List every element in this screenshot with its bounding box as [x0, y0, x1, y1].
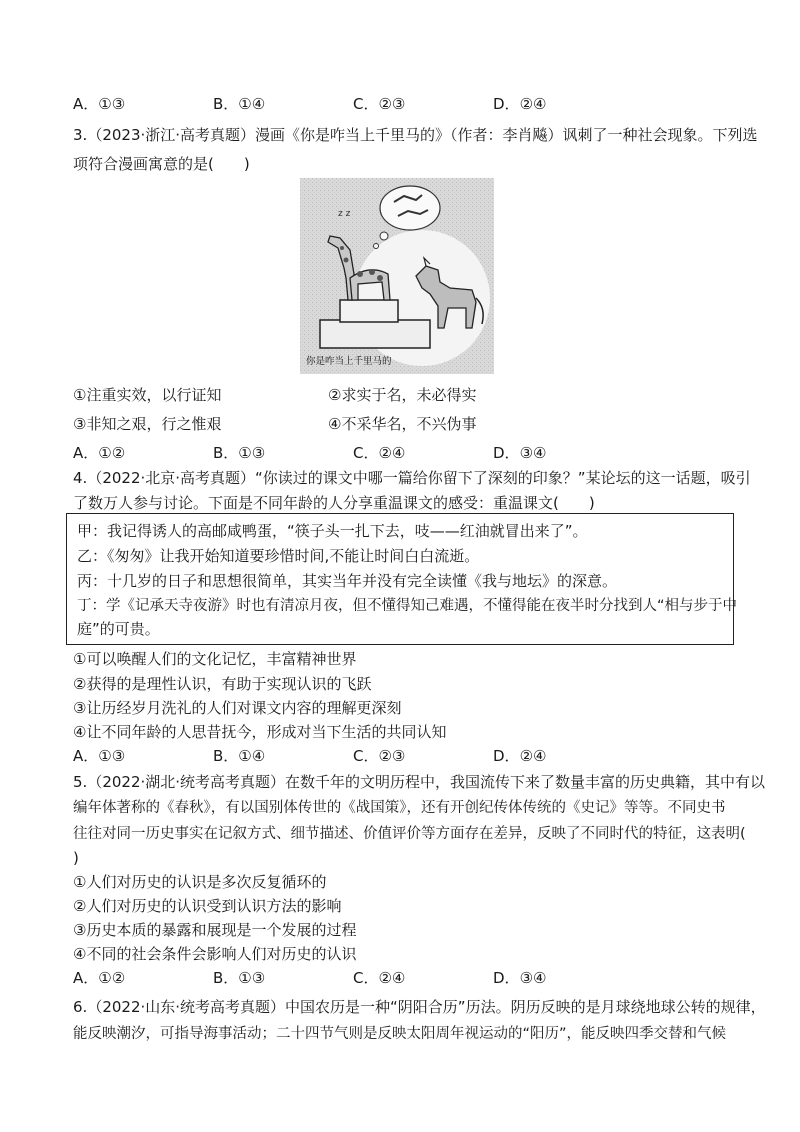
q4-option-d: D．②④	[493, 747, 547, 765]
q5-option-c: C．②④	[353, 969, 406, 987]
q5-options	[73, 966, 733, 990]
svg-text:z z: z z	[338, 209, 351, 219]
q4-option-b: B．①④	[213, 747, 266, 765]
q3-statement-2: ②求实于名，未必得实	[328, 386, 477, 404]
q5-option-d: D．③④	[493, 969, 547, 987]
q3-option-c: C．②④	[353, 444, 406, 462]
quote-line-yi: 乙：《匆匆》让我开始知道要珍惜时间,不能让时间白白流逝。	[77, 547, 480, 565]
q3-statement-4: ④不采华名，不兴伪事	[328, 415, 477, 433]
q5-stem-line2: 编年体著称的《春秋》，有以国别体传世的《战国策》，还有开创纪传体传统的《史记》等等。不同史书	[73, 800, 726, 816]
q2-option-d: D．②④	[493, 95, 547, 113]
q4-stem-line2: 了数万人参与讨论。下面是不同年龄的人分享重温课文的感受：重温课文( )	[73, 494, 595, 512]
q2-option-a: A．①③	[73, 95, 126, 113]
q3-stem-line1: 3.（2023·浙江·高考真题）漫画《你是咋当上千里马的》（作者：李肖飚）讽刺了一种社会现象。下列选	[73, 126, 758, 144]
q5-stem-line4: )	[73, 849, 79, 867]
q4-statement-1: ①可以唤醒人们的文化记忆，丰富精神世界	[73, 650, 357, 668]
q6-stem-line1: 6.（2022·山东·统考高考真题）中国农历是一种“阴阳合历”历法。阴历反映的是月球绕地球公转的规律，	[73, 998, 766, 1016]
q4-option-c: C．②③	[353, 747, 406, 765]
quote-line-bing: 丙：十几岁的日子和思想很简单，其实当年并没有完全读懂《我与地坛》的深意。	[77, 572, 618, 590]
cartoon-caption: 你是咋当上千里马的	[306, 356, 392, 367]
quote-line-ding-cont: 庭”的可贵。	[77, 620, 160, 638]
q3-statements-row2	[73, 412, 733, 436]
q3-statement-3: ③非知之艰，行之惟艰	[73, 415, 222, 433]
q4-statement-3: ③让历经岁月洗礼的人们对课文内容的理解更深刻	[73, 699, 402, 717]
q5-stem-line3: 往往对同一历史事实在记叙方式、细节描述、价值评价等方面存在差异，反映了不同时代的特征，这表明(	[73, 826, 746, 842]
q3-statements-row1	[73, 383, 733, 407]
q2-option-b: B．①④	[213, 95, 266, 113]
q5-option-a: A．①②	[73, 969, 126, 987]
q3-statement-1: ①注重实效，以行证知	[73, 386, 222, 404]
q3-option-a: A．①②	[73, 444, 126, 462]
q5-statement-2: ②人们对历史的认识受到认识方法的影响	[73, 897, 342, 915]
q5-statement-3: ③历史本质的暴露和展现是一个发展的过程	[73, 921, 357, 939]
q3-option-d: D．③④	[493, 444, 547, 462]
q5-option-b: B．①③	[213, 969, 266, 987]
q2-option-c: C．②③	[353, 95, 406, 113]
quote-line-ding: 丁：学《记承天寺夜游》时也有清凉月夜，但不懂得知己难遇，不懂得能在夜半时分找到人“相与步于中	[77, 598, 738, 614]
q4-option-a: A．①③	[73, 747, 126, 765]
q6-stem-line2: 能反映潮汐，可指导海事活动；二十四节气则是反映太阳周年视运动的“阳历”，能反映四季交替和气候	[73, 1026, 727, 1042]
q3-option-b: B．①③	[213, 444, 266, 462]
q4-statement-4: ④让不同年龄的人思昔抚今，形成对当下生活的共同认知	[73, 723, 447, 741]
q3-options	[73, 441, 733, 465]
q4-stem-line1: 4.（2022·北京·高考真题）“你读过的课文中哪一篇给你留下了深刻的印象？”某论坛的这一话题，吸引	[73, 469, 751, 487]
q2-options	[73, 92, 733, 116]
q5-statement-4: ④不同的社会条件会影响人们对历史的认识	[73, 945, 357, 963]
quote-line-jia: 甲：我记得诱人的高邮咸鸭蛋，“筷子头一扎下去，吱——红油就冒出来了”。	[77, 522, 588, 540]
q5-stem-line1: 5.（2022·湖北·统考高考真题）在数千年的文明历程中，我国流传下来了数量丰富的历史典籍，其中有以	[73, 773, 766, 791]
cartoon-image	[300, 178, 494, 374]
q4-quote-box	[66, 513, 738, 645]
q4-options	[73, 744, 733, 768]
q3-stem-line2: 项符合漫画寓意的是( )	[73, 155, 250, 173]
q4-statement-2: ②获得的是理性认识，有助于实现认识的飞跃	[73, 675, 372, 693]
q5-statement-1: ①人们对历史的认识是多次反复循环的	[73, 873, 327, 891]
